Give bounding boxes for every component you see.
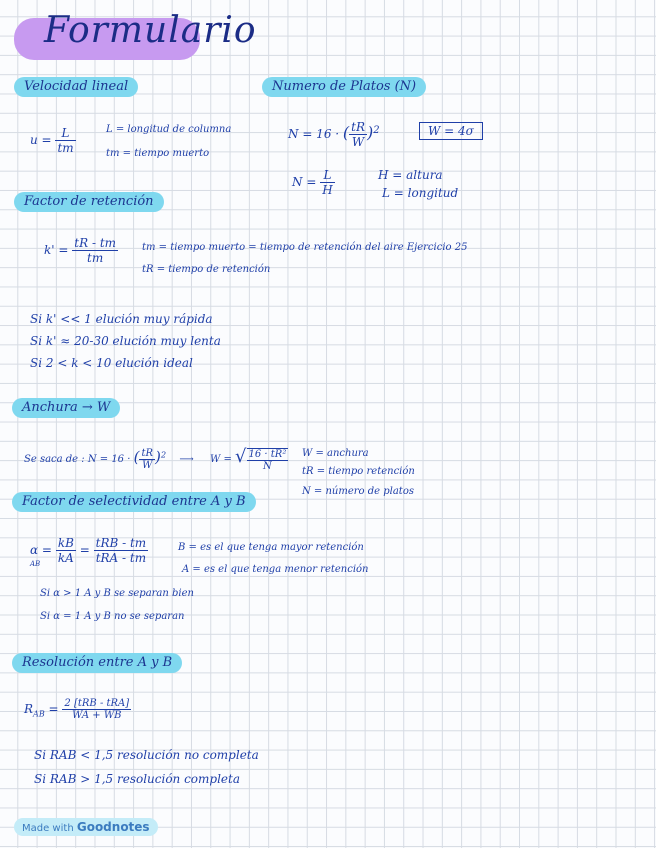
formula-anchura: Se saca de : N = 16 · ( $\frac{tR}{W}$ )$^2$ ⟶ xyxy=(24,448,194,471)
fraction xyxy=(139,448,155,471)
heading-velocidad: Velocidad lineal xyxy=(14,77,138,97)
definition-line: B = es el que tenga mayor retención xyxy=(178,542,364,553)
fraction xyxy=(94,536,149,565)
exponent: 2 xyxy=(373,125,380,136)
subscript-label: AB xyxy=(33,709,45,719)
denominator: kA xyxy=(57,551,74,565)
formula-resolucion: $R_{AB}$ = $\frac{\text{2 [tRB - tRA]}}{WA + WB}$ xyxy=(24,698,130,721)
denominator: tm xyxy=(57,141,74,155)
goodnotes-watermark xyxy=(14,818,158,836)
numerator: 2 [tRB - tRA] xyxy=(64,698,130,709)
definition-line: tR = tiempo retención xyxy=(302,466,415,477)
watermark-brand: Goodnotes xyxy=(76,820,150,834)
numerator: tRB - tm xyxy=(95,536,147,550)
numerator: kB xyxy=(57,536,74,550)
heading-selectividad: Factor de selectividad entre A y B xyxy=(12,492,256,512)
heading-retencion: Factor de retención xyxy=(14,192,164,212)
formula-lead: Se saca de : N = 16 · xyxy=(24,454,131,465)
boxed-formula: W = 4σ xyxy=(419,122,483,140)
condition-line: Si RAB > 1,5 resolución completa xyxy=(34,772,241,786)
fraction xyxy=(72,236,118,265)
condition-line: Si α > 1 A y B se separan bien xyxy=(40,588,194,599)
numerator: tR xyxy=(141,448,154,459)
formula-lhs: α = xyxy=(30,543,52,557)
heading-platos: Numero de Platos (N) xyxy=(262,77,426,97)
fraction xyxy=(55,126,75,155)
fraction xyxy=(247,448,289,472)
denominator: tm xyxy=(87,251,104,265)
numerator: tR xyxy=(351,120,366,134)
fraction xyxy=(320,168,334,197)
sqrt-icon: √ xyxy=(235,446,247,467)
definition-line: W = anchura xyxy=(302,448,369,459)
heading-resolucion: Resolución entre A y B xyxy=(12,653,182,673)
definition-line: L = longitud xyxy=(382,186,459,200)
fraction xyxy=(62,698,131,721)
numerator: 16 · tR² xyxy=(248,448,287,460)
definition-line: tR = tiempo de retención xyxy=(142,264,271,275)
definition-line: H = altura xyxy=(378,168,443,182)
definition-line: tm = tiempo muerto xyxy=(106,148,210,159)
arrow-symbol: ⟶ xyxy=(179,454,194,465)
formula-anchura-2 xyxy=(210,446,288,472)
definition-line: L = longitud de columna xyxy=(106,124,232,135)
formula-lhs: R xyxy=(24,702,34,716)
formula-lhs: N = 16 · xyxy=(288,127,340,141)
exponent: 2 xyxy=(160,449,167,460)
formula-selectividad: α = $\frac{kB}{kA}$ = $\frac{\text{tRB - tm}}{\text{tRA - tm}}$ xyxy=(30,536,147,565)
denominator: WA + WB xyxy=(72,710,122,721)
definition-line: N = número de platos xyxy=(302,486,414,497)
numerator: L xyxy=(55,126,75,141)
condition-line: Si 2 < k < 10 elución ideal xyxy=(30,356,193,370)
definition-line: tm = tiempo muerto = tiempo de retención del aire Ejercicio 25 xyxy=(142,242,468,253)
formula-lhs: u = xyxy=(30,133,52,147)
watermark-prefix: Made with xyxy=(22,823,74,834)
subscript-label: AB xyxy=(30,560,41,568)
heading-anchura: Anchura → W xyxy=(12,398,120,418)
formula-lhs: N = xyxy=(292,175,317,189)
formula-lhs: W = xyxy=(210,454,232,465)
formula-platos-2 xyxy=(292,168,335,197)
formula-velocidad xyxy=(30,126,76,155)
condition-line: Si RAB < 1,5 resolución no completa xyxy=(34,748,259,762)
numerator: L xyxy=(320,168,334,183)
definition-line: A = es el que tenga menor retención xyxy=(182,564,369,575)
numerator: tR - tm xyxy=(74,236,117,250)
denominator: W xyxy=(142,460,153,471)
condition-line: Si k' ≈ 20-30 elución muy lenta xyxy=(30,334,221,348)
formula-retencion xyxy=(44,236,118,265)
denominator: H xyxy=(322,183,333,197)
fraction xyxy=(349,120,367,149)
denominator: N xyxy=(263,460,272,472)
denominator: W xyxy=(351,135,365,149)
fraction xyxy=(56,536,76,565)
formula-platos: N = 16 · ( $\frac{tR}{W}$ )$^2$ xyxy=(288,120,380,149)
page-title: Formulario xyxy=(44,10,257,51)
condition-line: Si α = 1 A y B no se separan xyxy=(40,611,185,622)
denominator: tRA - tm xyxy=(95,551,147,565)
formula-lhs: k' = xyxy=(44,243,69,257)
condition-line: Si k' << 1 elución muy rápida xyxy=(30,312,213,326)
